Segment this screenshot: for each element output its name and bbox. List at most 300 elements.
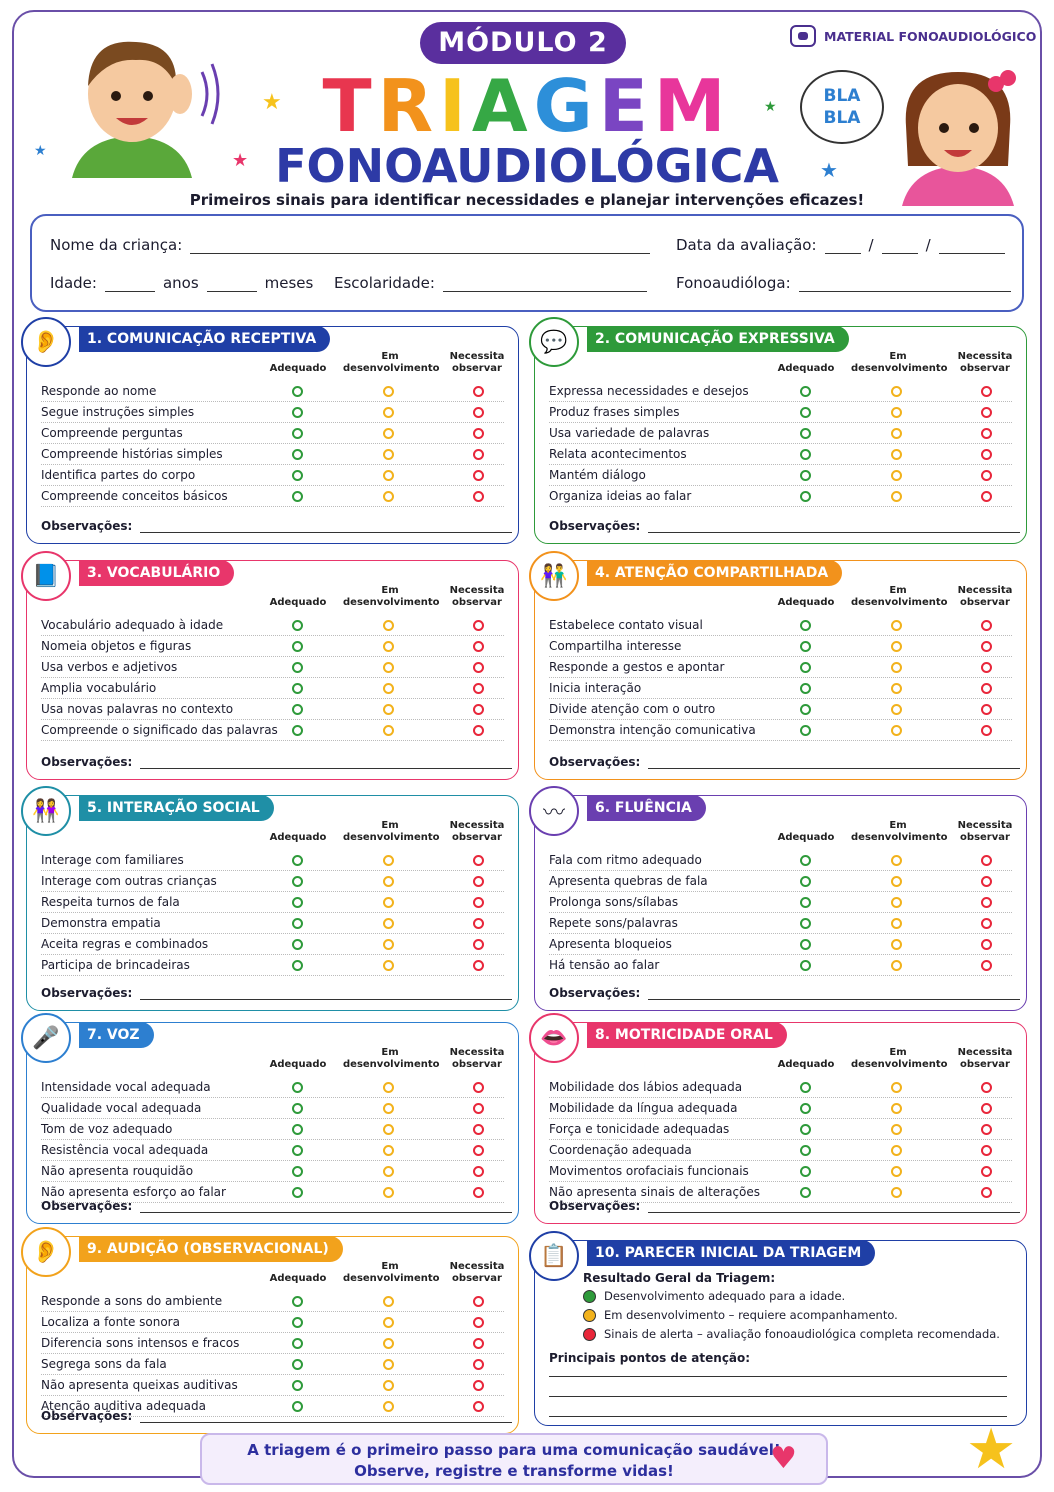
- checklist-item-label: Movimentos orofaciais funcionais: [549, 1164, 749, 1178]
- section-2: [534, 326, 1027, 544]
- column-developing: Em desenvolvimento: [343, 1047, 440, 1070]
- checklist-item-label: Organiza ideias ao falar: [549, 489, 692, 503]
- observations-field[interactable]: [648, 755, 1020, 769]
- column-adequate: Adequado: [777, 363, 835, 374]
- checklist-item-label: Relata acontecimentos: [549, 447, 687, 461]
- rating-developing-radio[interactable]: [891, 1124, 902, 1135]
- rating-observe-radio[interactable]: [473, 1166, 484, 1177]
- observations-row: [41, 519, 512, 533]
- rating-developing-radio[interactable]: [383, 620, 394, 631]
- checklist-item-label: Responde a sons do ambiente: [41, 1294, 223, 1308]
- checklist-row: [41, 720, 504, 741]
- rating-adequate-radio[interactable]: [292, 407, 303, 418]
- rating-developing-radio[interactable]: [383, 725, 394, 736]
- rating-adequate-radio[interactable]: [800, 683, 811, 694]
- ear-icon: 👂: [21, 317, 71, 367]
- rating-observe-radio[interactable]: [981, 939, 992, 950]
- checklist-item-label: Repete sons/palavras: [549, 916, 678, 930]
- column-adequate: Adequado: [269, 1273, 327, 1284]
- rating-adequate-radio[interactable]: [800, 386, 811, 397]
- section-8: [534, 1022, 1027, 1224]
- checklist-row: [41, 892, 504, 913]
- column-observe: Necessita observar: [449, 1261, 505, 1284]
- rating-developing-radio[interactable]: [383, 1296, 394, 1307]
- rating-adequate-radio[interactable]: [292, 1082, 303, 1093]
- rating-observe-radio[interactable]: [981, 704, 992, 715]
- rating-adequate-radio[interactable]: [800, 491, 811, 502]
- rating-adequate-radio[interactable]: [800, 470, 811, 481]
- rating-developing-radio[interactable]: [891, 704, 902, 715]
- checklist-row: [41, 1161, 504, 1182]
- rating-observe-radio[interactable]: [473, 1296, 484, 1307]
- attention-line[interactable]: [549, 1403, 1007, 1417]
- rating-observe-radio[interactable]: [473, 491, 484, 502]
- rating-observe-radio[interactable]: [981, 725, 992, 736]
- observations-row: [41, 1409, 512, 1423]
- footer-line-1: A triagem é o primeiro passo para uma comunicação saudável!: [247, 1441, 781, 1459]
- rating-observe-radio[interactable]: [473, 939, 484, 950]
- rating-observe-radio[interactable]: [981, 1166, 992, 1177]
- checklist: [549, 850, 1012, 976]
- checklist-item-label: Inicia interação: [549, 681, 642, 695]
- rating-developing-radio[interactable]: [891, 960, 902, 971]
- checklist-row: [41, 871, 504, 892]
- attention-line[interactable]: [549, 1363, 1007, 1377]
- rating-adequate-radio[interactable]: [292, 960, 303, 971]
- rating-observe-radio[interactable]: [473, 1338, 484, 1349]
- checklist-item-label: Apresenta quebras de fala: [549, 874, 708, 888]
- rating-developing-radio[interactable]: [891, 1166, 902, 1177]
- rating-observe-radio[interactable]: [473, 897, 484, 908]
- rating-adequate-radio[interactable]: [800, 620, 811, 631]
- rating-adequate-radio[interactable]: [800, 428, 811, 439]
- rating-adequate-radio[interactable]: [800, 918, 811, 929]
- checklist-row: [549, 657, 1012, 678]
- rating-developing-radio[interactable]: [891, 407, 902, 418]
- section-title: 1. COMUNICAÇÃO RECEPTIVA: [79, 326, 330, 352]
- observations-label: Observações:: [41, 755, 133, 769]
- rating-developing-radio[interactable]: [891, 876, 902, 887]
- column-observe: Necessita observar: [957, 820, 1013, 843]
- checklist-item-label: Segrega sons da fala: [41, 1357, 167, 1371]
- rating-observe-radio[interactable]: [473, 620, 484, 631]
- checklist-item-label: Tom de voz adequado: [41, 1122, 173, 1136]
- rating-developing-radio[interactable]: [891, 641, 902, 652]
- rating-adequate-radio[interactable]: [800, 1103, 811, 1114]
- checklist-row: [549, 1098, 1012, 1119]
- title-letter: G: [533, 64, 599, 148]
- checklist-item-label: Mobilidade dos lábios adequada: [549, 1080, 743, 1094]
- rating-observe-radio[interactable]: [981, 918, 992, 929]
- rating-observe-radio[interactable]: [981, 641, 992, 652]
- rating-developing-radio[interactable]: [383, 1338, 394, 1349]
- rating-adequate-radio[interactable]: [292, 725, 303, 736]
- rating-developing-radio[interactable]: [891, 725, 902, 736]
- checklist-row: [41, 423, 504, 444]
- book-icon: 📘: [21, 551, 71, 601]
- section-5: [26, 795, 519, 1011]
- rating-developing-radio[interactable]: [891, 428, 902, 439]
- checklist-row: [41, 1291, 504, 1312]
- rating-adequate-radio[interactable]: [292, 1187, 303, 1198]
- star-icon: ★: [262, 90, 282, 115]
- rating-observe-radio[interactable]: [473, 1359, 484, 1370]
- rating-observe-radio[interactable]: [473, 1082, 484, 1093]
- rating-adequate-radio[interactable]: [292, 1145, 303, 1156]
- section-6: [534, 795, 1027, 1011]
- age-months-field[interactable]: [207, 278, 257, 292]
- rating-observe-radio[interactable]: [473, 407, 484, 418]
- rating-observe-radio[interactable]: [981, 620, 992, 631]
- section-title: 3. VOCABULÁRIO: [79, 560, 234, 586]
- rating-observe-radio[interactable]: [473, 918, 484, 929]
- rating-developing-radio[interactable]: [383, 960, 394, 971]
- rating-observe-radio[interactable]: [473, 725, 484, 736]
- legend-text: Sinais de alerta – avaliação fonoaudiológica completa recomendada.: [604, 1327, 1000, 1341]
- rating-developing-radio[interactable]: [383, 386, 394, 397]
- rating-developing-radio[interactable]: [891, 855, 902, 866]
- rating-observe-radio[interactable]: [473, 855, 484, 866]
- observations-label: Observações:: [41, 986, 133, 1000]
- rating-developing-radio[interactable]: [383, 1082, 394, 1093]
- attention-line[interactable]: [549, 1383, 1007, 1397]
- title-letter: E: [598, 64, 654, 148]
- rating-adequate-radio[interactable]: [292, 470, 303, 481]
- rating-observe-radio[interactable]: [473, 449, 484, 460]
- rating-adequate-radio[interactable]: [800, 407, 811, 418]
- observations-label: Observações:: [549, 986, 641, 1000]
- column-developing: Em desenvolvimento: [851, 820, 948, 843]
- rating-developing-radio[interactable]: [383, 897, 394, 908]
- rating-developing-radio[interactable]: [383, 1359, 394, 1370]
- rating-adequate-radio[interactable]: [292, 1317, 303, 1328]
- checklist-row: [549, 402, 1012, 423]
- rating-adequate-radio[interactable]: [292, 491, 303, 502]
- rating-adequate-radio[interactable]: [292, 683, 303, 694]
- rating-observe-radio[interactable]: [473, 1317, 484, 1328]
- observations-label: Observações:: [41, 519, 133, 533]
- rating-developing-radio[interactable]: [891, 620, 902, 631]
- rating-adequate-radio[interactable]: [800, 725, 811, 736]
- observations-label: Observações:: [549, 755, 641, 769]
- rating-adequate-radio[interactable]: [292, 428, 303, 439]
- checklist-item-label: Aceita regras e combinados: [41, 937, 209, 951]
- star-icon: ★: [34, 143, 47, 159]
- rating-observe-radio[interactable]: [981, 1187, 992, 1198]
- observations-field[interactable]: [648, 1199, 1020, 1213]
- rating-developing-radio[interactable]: [383, 470, 394, 481]
- sound-wave-icon: 〰: [529, 786, 579, 836]
- rating-developing-radio[interactable]: [891, 939, 902, 950]
- rating-developing-radio[interactable]: [383, 449, 394, 460]
- rating-observe-radio[interactable]: [473, 1380, 484, 1391]
- checklist-item-label: Não apresenta queixas auditivas: [41, 1378, 238, 1392]
- rating-observe-radio[interactable]: [473, 1103, 484, 1114]
- rating-adequate-radio[interactable]: [292, 1103, 303, 1114]
- column-developing: Em desenvolvimento: [343, 585, 440, 608]
- rating-adequate-radio[interactable]: [292, 1338, 303, 1349]
- rating-developing-radio[interactable]: [383, 939, 394, 950]
- rating-adequate-radio[interactable]: [800, 1124, 811, 1135]
- checklist-row: [41, 699, 504, 720]
- observations-field[interactable]: [140, 1409, 512, 1423]
- column-observe: Necessita observar: [449, 820, 505, 843]
- observations-row: [41, 986, 512, 1000]
- rating-observe-radio[interactable]: [981, 855, 992, 866]
- rating-developing-radio[interactable]: [383, 1187, 394, 1198]
- rating-observe-radio[interactable]: [981, 428, 992, 439]
- checklist-item-label: Diferencia sons intensos e fracos: [41, 1336, 240, 1350]
- footer-line-2: Observe, registre e transforme vidas!: [354, 1462, 674, 1480]
- checklist-item-label: Qualidade vocal adequada: [41, 1101, 202, 1115]
- rating-observe-radio[interactable]: [473, 386, 484, 397]
- observations-field[interactable]: [648, 986, 1020, 1000]
- column-developing: Em desenvolvimento: [343, 1261, 440, 1284]
- rating-observe-radio[interactable]: [981, 683, 992, 694]
- section-title: 7. VOZ: [79, 1022, 154, 1048]
- rating-developing-radio[interactable]: [383, 683, 394, 694]
- rating-developing-radio[interactable]: [383, 704, 394, 715]
- rating-adequate-radio[interactable]: [292, 641, 303, 652]
- checklist-item-label: Usa variedade de palavras: [549, 426, 710, 440]
- speech-bubble-icon: 💬: [529, 317, 579, 367]
- checklist-row: [549, 465, 1012, 486]
- rating-adequate-radio[interactable]: [292, 939, 303, 950]
- rating-observe-radio[interactable]: [473, 1187, 484, 1198]
- rating-developing-radio[interactable]: [383, 1317, 394, 1328]
- rating-adequate-radio[interactable]: [292, 918, 303, 929]
- rating-developing-radio[interactable]: [383, 1145, 394, 1156]
- rating-observe-radio[interactable]: [981, 897, 992, 908]
- rating-adequate-radio[interactable]: [292, 704, 303, 715]
- rating-adequate-radio[interactable]: [292, 386, 303, 397]
- rating-developing-radio[interactable]: [891, 491, 902, 502]
- column-observe: Necessita observar: [957, 351, 1013, 374]
- rating-developing-radio[interactable]: [383, 428, 394, 439]
- rating-developing-radio[interactable]: [891, 897, 902, 908]
- rating-adequate-radio[interactable]: [800, 1166, 811, 1177]
- column-observe: Necessita observar: [449, 351, 505, 374]
- checklist-row: [549, 615, 1012, 636]
- rating-developing-radio[interactable]: [383, 855, 394, 866]
- rating-observe-radio[interactable]: [981, 1103, 992, 1114]
- rating-adequate-radio[interactable]: [292, 855, 303, 866]
- checklist-row: [549, 444, 1012, 465]
- rating-adequate-radio[interactable]: [292, 897, 303, 908]
- checklist-row: [41, 1119, 504, 1140]
- rating-adequate-radio[interactable]: [800, 1145, 811, 1156]
- rating-developing-radio[interactable]: [383, 1124, 394, 1135]
- observations-field[interactable]: [648, 519, 1020, 533]
- schooling-field[interactable]: [443, 278, 647, 292]
- checklist: [549, 615, 1012, 741]
- checklist-row: [41, 1140, 504, 1161]
- checklist-item-label: Atenção auditiva adequada: [41, 1399, 206, 1413]
- column-developing: Em desenvolvimento: [851, 1047, 948, 1070]
- rating-developing-radio[interactable]: [891, 386, 902, 397]
- summary-section: [534, 1240, 1027, 1426]
- eval-year-field[interactable]: [939, 240, 1005, 254]
- age-years-field[interactable]: [105, 278, 155, 292]
- checklist-row: [41, 850, 504, 871]
- months-label: meses: [264, 274, 314, 292]
- rating-adequate-radio[interactable]: [800, 1082, 811, 1093]
- rating-adequate-radio[interactable]: [292, 1359, 303, 1370]
- status-dot: [583, 1328, 596, 1341]
- section-title: 9. AUDIÇÃO (OBSERVACIONAL): [79, 1236, 343, 1262]
- age-label: Idade:: [50, 274, 97, 292]
- rating-adequate-radio[interactable]: [800, 704, 811, 715]
- rating-observe-radio[interactable]: [473, 960, 484, 971]
- observations-row: [549, 755, 1020, 769]
- rating-developing-radio[interactable]: [891, 449, 902, 460]
- rating-adequate-radio[interactable]: [800, 1187, 811, 1198]
- column-adequate: Adequado: [269, 597, 327, 608]
- legend-item: [583, 1308, 1000, 1322]
- checklist-item-label: Coordenação adequada: [549, 1143, 692, 1157]
- rating-adequate-radio[interactable]: [800, 641, 811, 652]
- checklist-item-label: Força e tonicidade adequadas: [549, 1122, 730, 1136]
- section-9: [26, 1236, 519, 1434]
- tagline: Primeiros sinais para identificar necessidades e planejar intervenções eficazes!: [189, 191, 865, 209]
- eval-month-field[interactable]: [882, 240, 918, 254]
- legend-text: Em desenvolvimento – requiere acompanhamento.: [604, 1308, 898, 1322]
- rating-developing-radio[interactable]: [383, 641, 394, 652]
- star-icon: ★: [232, 150, 249, 171]
- rating-developing-radio[interactable]: [891, 1103, 902, 1114]
- rating-adequate-radio[interactable]: [292, 876, 303, 887]
- rating-developing-radio[interactable]: [383, 1103, 394, 1114]
- rating-observe-radio[interactable]: [473, 876, 484, 887]
- rating-developing-radio[interactable]: [891, 662, 902, 673]
- rating-adequate-radio[interactable]: [800, 897, 811, 908]
- rating-observe-radio[interactable]: [473, 428, 484, 439]
- child-name-field[interactable]: [190, 240, 650, 254]
- rating-observe-radio[interactable]: [473, 704, 484, 715]
- rating-developing-radio[interactable]: [891, 1187, 902, 1198]
- rating-developing-radio[interactable]: [891, 683, 902, 694]
- rating-developing-radio[interactable]: [891, 1082, 902, 1093]
- rating-observe-radio[interactable]: [473, 470, 484, 481]
- checklist-row: [41, 636, 504, 657]
- rating-observe-radio[interactable]: [981, 662, 992, 673]
- observations-row: [41, 755, 512, 769]
- checklist: [549, 1077, 1012, 1203]
- rating-developing-radio[interactable]: [383, 918, 394, 929]
- rating-observe-radio[interactable]: [981, 876, 992, 887]
- rating-observe-radio[interactable]: [473, 1124, 484, 1135]
- rating-observe-radio[interactable]: [981, 407, 992, 418]
- rating-observe-radio[interactable]: [981, 1145, 992, 1156]
- rating-adequate-radio[interactable]: [292, 1124, 303, 1135]
- checklist-item-label: Demonstra intenção comunicativa: [549, 723, 756, 737]
- rating-developing-radio[interactable]: [383, 407, 394, 418]
- rating-developing-radio[interactable]: [383, 1380, 394, 1391]
- rating-developing-radio[interactable]: [891, 470, 902, 481]
- rating-developing-radio[interactable]: [383, 1166, 394, 1177]
- rating-observe-radio[interactable]: [473, 641, 484, 652]
- checklist-row: [549, 1077, 1012, 1098]
- checklist: [41, 1291, 504, 1417]
- checklist-row: [41, 444, 504, 465]
- legend-text: Desenvolvimento adequado para a idade.: [604, 1289, 846, 1303]
- checklist: [41, 850, 504, 976]
- rating-observe-radio[interactable]: [473, 1145, 484, 1156]
- bubble-text: BLA BLA: [823, 86, 861, 128]
- checklist-item-label: Demonstra empatia: [41, 916, 161, 930]
- observations-field[interactable]: [140, 755, 512, 769]
- rating-adequate-radio[interactable]: [292, 1380, 303, 1391]
- checklist: [41, 615, 504, 741]
- checklist-row: [41, 486, 504, 507]
- checklist-item-label: Localiza a fonte sonora: [41, 1315, 180, 1329]
- rating-observe-radio[interactable]: [473, 683, 484, 694]
- rating-adequate-radio[interactable]: [800, 855, 811, 866]
- rating-adequate-radio[interactable]: [800, 449, 811, 460]
- rating-adequate-radio[interactable]: [800, 939, 811, 950]
- checklist-row: [41, 402, 504, 423]
- observations-field[interactable]: [140, 1199, 512, 1213]
- rating-observe-radio[interactable]: [981, 1124, 992, 1135]
- rating-observe-radio[interactable]: [981, 449, 992, 460]
- rating-adequate-radio[interactable]: [292, 620, 303, 631]
- rating-adequate-radio[interactable]: [292, 1166, 303, 1177]
- rating-developing-radio[interactable]: [891, 918, 902, 929]
- section-title: 8. MOTRICIDADE ORAL: [587, 1022, 787, 1048]
- observations-row: [41, 1199, 512, 1213]
- observations-field[interactable]: [140, 986, 512, 1000]
- title-letter: A: [471, 64, 534, 148]
- rating-adequate-radio[interactable]: [292, 449, 303, 460]
- rating-observe-radio[interactable]: [473, 662, 484, 673]
- column-adequate: Adequado: [269, 832, 327, 843]
- checklist-item-label: Usa novas palavras no contexto: [41, 702, 234, 716]
- checklist-item-label: Nomeia objetos e figuras: [41, 639, 192, 653]
- rating-developing-radio[interactable]: [383, 491, 394, 502]
- checklist-item-label: Fala com ritmo adequado: [549, 853, 702, 867]
- observations-field[interactable]: [140, 519, 512, 533]
- eval-day-field[interactable]: [825, 240, 861, 254]
- rating-observe-radio[interactable]: [981, 1082, 992, 1093]
- result-legend: [583, 1289, 1000, 1346]
- rating-observe-radio[interactable]: [981, 960, 992, 971]
- section-title: 6. FLUÊNCIA: [587, 795, 706, 821]
- rating-adequate-radio[interactable]: [800, 876, 811, 887]
- rating-observe-radio[interactable]: [981, 386, 992, 397]
- rating-adequate-radio[interactable]: [292, 662, 303, 673]
- rating-observe-radio[interactable]: [981, 470, 992, 481]
- therapist-field[interactable]: [799, 278, 1011, 292]
- rating-adequate-radio[interactable]: [800, 960, 811, 971]
- rating-adequate-radio[interactable]: [800, 662, 811, 673]
- rating-developing-radio[interactable]: [891, 1145, 902, 1156]
- observations-label: Observações:: [549, 519, 641, 533]
- legend-item: [583, 1289, 1000, 1303]
- observations-row: [549, 1199, 1020, 1213]
- status-dot: [583, 1290, 596, 1303]
- title-letter: T: [322, 64, 378, 148]
- result-label: Resultado Geral da Triagem:: [583, 1271, 776, 1285]
- rating-adequate-radio[interactable]: [292, 1296, 303, 1307]
- checklist-row: [549, 850, 1012, 871]
- checklist-item-label: Responde ao nome: [41, 384, 157, 398]
- rating-developing-radio[interactable]: [383, 662, 394, 673]
- rating-observe-radio[interactable]: [981, 491, 992, 502]
- rating-developing-radio[interactable]: [383, 876, 394, 887]
- checklist-row: [549, 1140, 1012, 1161]
- checklist-row: [41, 913, 504, 934]
- checklist-item-label: Vocabulário adequado à idade: [41, 618, 224, 632]
